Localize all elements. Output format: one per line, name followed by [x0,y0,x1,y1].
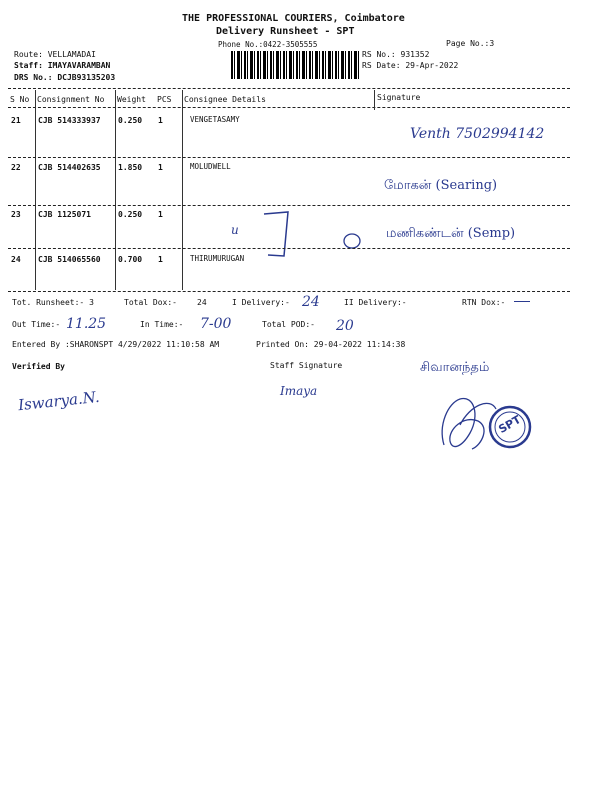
row-consignee: THIRUMURUGAN [190,254,245,263]
row-consignee: MOLUDWELL [190,162,231,171]
col-divider [182,90,183,290]
total-dox-value: 24 [197,298,207,307]
page-number: Page No.:3 [446,39,495,48]
phone-number: Phone No.:0422-3505555 [218,40,318,49]
row-signature: மோகன் (Searing) [384,178,498,193]
ii-delivery-label: II Delivery:- [344,298,407,307]
rs-date: RS Date: 29-Apr-2022 [362,61,459,70]
tot-runsheet: Tot. Runsheet:- 3 [12,298,94,307]
row-consignee: VENGETASAMY [190,115,240,124]
rtn-dox-label: RTN Dox:- [462,298,506,307]
verifier-signature: Iswarya.N. [17,387,101,415]
col-divider [115,90,116,290]
row-consignment: CJB 514402635 [38,163,101,172]
handwritten-bracket-mark [258,210,300,260]
total-dox-label: Total Dox:- [124,298,177,307]
row-pcs: 1 [158,255,163,264]
staff-signature-label: Staff Signature [270,361,343,370]
row-consignment: CJB 514333937 [38,116,101,125]
rtn-dox-dash [514,301,530,302]
row-sno: 22 [11,163,21,172]
row-pcs: 1 [158,116,163,125]
row-consignment: CJB 1125071 [38,210,91,219]
col-divider [35,90,36,290]
staff-label: Staff: IMAYAVARAMBAN [14,61,111,70]
stamp-text: SPT [496,412,524,437]
out-time-label: Out Time:- [12,320,61,329]
row-rule [8,157,570,158]
signature-scribble-icon [430,385,540,465]
total-pod-value: 20 [336,318,354,334]
out-time-value: 11.25 [66,316,107,332]
spt-stamp [430,385,540,465]
col-weight: Weight [117,95,146,104]
handwritten-tick: u [231,223,239,237]
drs-number: DRS No.: DCJB93135203 [14,73,116,82]
route-label: Route: VELLAMADAI [14,50,96,59]
printed-on: Printed On: 29-04-2022 11:14:38 [256,340,406,349]
row-rule [8,248,570,249]
row-weight: 0.250 [118,210,143,219]
row-signature: Venth 7502994142 [410,126,545,142]
row-signature: மணிகண்டன் (Semp) [386,226,516,241]
col-signature: Signature [377,93,421,102]
entered-by: Entered By :SHARONSPT 4/29/2022 11:10:58 AM [12,340,220,349]
row-weight: 1.850 [118,163,143,172]
row-sno: 24 [11,255,21,264]
col-sno: S No [10,95,30,104]
in-time-label: In Time:- [140,320,184,329]
table-bottom-rule [8,291,570,292]
i-delivery-value: 24 [302,294,320,310]
table-top-rule [8,88,570,89]
row-sno: 23 [11,210,21,219]
document-title: Delivery Runsheet - SPT [216,26,355,37]
company-name: THE PROFESSIONAL COURIERS, Coimbatore [182,13,405,24]
header-bottom-rule [8,107,570,108]
staff-handwritten-signature: Imaya [280,384,318,398]
in-time-value: 7-00 [200,316,232,332]
verified-by-label: Verified By [12,362,65,371]
row-consignment: CJB 514065560 [38,255,101,264]
row-rule [8,205,570,206]
row-pcs: 1 [158,210,163,219]
col-consignment: Consignment No [37,95,105,104]
row-weight: 0.250 [118,116,143,125]
barcode [231,51,359,79]
col-consignee: Consignee Details [184,95,266,104]
row-sno: 21 [11,116,21,125]
col-pcs: PCS [157,95,172,104]
tamil-signature: சிவானந்தம் [420,360,490,375]
rs-number: RS No.: 931352 [362,50,430,59]
row-pcs: 1 [158,163,163,172]
i-delivery-label: I Delivery:- [232,298,290,307]
row-weight: 0.700 [118,255,143,264]
total-pod-label: Total POD:- [262,320,315,329]
col-divider [374,90,375,110]
